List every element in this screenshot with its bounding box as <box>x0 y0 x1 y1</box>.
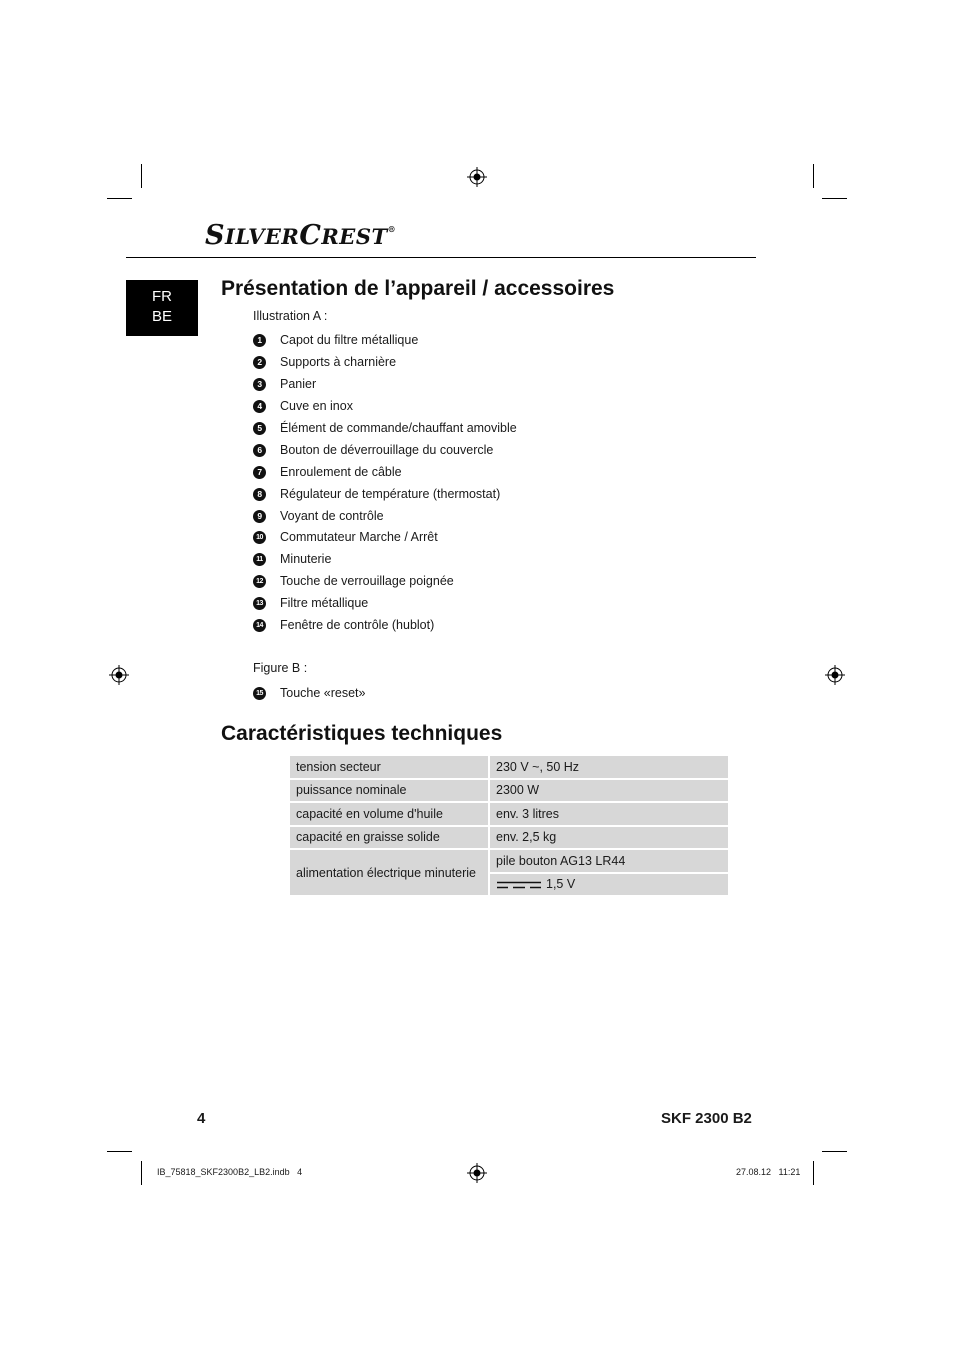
page-number: 4 <box>197 1110 206 1127</box>
list-item-label: Touche «reset» <box>280 686 366 700</box>
list-item-label: Régulateur de température (thermostat) <box>280 487 501 501</box>
print-slug-file: IB_75818_SKF2300B2_LB2.indb 4 <box>157 1167 303 1177</box>
list-item-label: Cuve en inox <box>280 399 353 413</box>
list-item <box>253 484 500 504</box>
number-badge: 2 <box>253 356 266 369</box>
list-item <box>253 593 368 613</box>
spec-label: capacité en graisse solide <box>290 827 488 849</box>
list-item <box>253 549 331 569</box>
crop-mark <box>107 198 132 199</box>
number-badge: 8 <box>253 488 266 501</box>
illustration-label: Illustration A : <box>253 309 328 323</box>
list-item-label: Touche de verrouillage poignée <box>280 574 454 588</box>
spec-label: tension secteur <box>290 756 488 778</box>
language-code-fr: FR <box>152 288 172 305</box>
list-item <box>253 527 438 547</box>
model-number: SKF 2300 B2 <box>661 1110 752 1127</box>
specifications-table <box>288 754 730 897</box>
number-badge: 5 <box>253 422 266 435</box>
number-badge: 14 <box>253 619 266 632</box>
spec-label: puissance nominale <box>290 780 488 802</box>
number-badge: 13 <box>253 597 266 610</box>
crop-mark <box>141 1161 142 1185</box>
spec-value: pile bouton AG13 LR44 <box>490 850 728 872</box>
list-item <box>253 330 418 350</box>
list-item <box>253 683 365 703</box>
number-badge: 11 <box>253 553 266 566</box>
table-row <box>290 850 728 872</box>
language-code-be: BE <box>151 308 172 325</box>
table-row <box>290 780 728 802</box>
registration-mark-icon <box>467 1163 487 1183</box>
table-row <box>290 827 728 849</box>
list-item <box>253 440 493 460</box>
number-badge: 4 <box>253 400 266 413</box>
crop-mark <box>141 164 142 188</box>
crop-mark <box>813 1161 814 1185</box>
list-item-label: Minuterie <box>280 552 332 566</box>
language-tab <box>126 280 198 336</box>
figure-label: Figure B : <box>253 661 308 675</box>
crop-mark <box>813 164 814 188</box>
list-item <box>253 374 316 394</box>
list-item <box>253 571 454 591</box>
brand-logo: SILVERCREST® <box>205 220 397 251</box>
spec-value: 2300 W <box>490 780 728 802</box>
table-row <box>290 803 728 825</box>
registration-mark-icon <box>825 665 845 685</box>
list-item-label: Supports à charnière <box>280 355 397 369</box>
list-item <box>253 462 402 482</box>
list-item <box>253 506 384 526</box>
list-item-label: Élément de commande/chauffant amovible <box>280 421 517 435</box>
list-item-label: Voyant de contrôle <box>280 509 384 523</box>
list-item <box>253 396 353 416</box>
registration-mark-icon <box>109 665 129 685</box>
list-item-label: Capot du filtre métallique <box>280 333 419 347</box>
spec-label: capacité en volume d'huile <box>290 803 488 825</box>
crop-mark <box>822 198 847 199</box>
list-item <box>253 352 396 372</box>
number-badge: 10 <box>253 531 266 544</box>
number-badge: 9 <box>253 510 266 523</box>
crop-mark <box>107 1151 132 1152</box>
number-badge: 3 <box>253 378 266 391</box>
list-item-label: Bouton de déverrouillage du couvercle <box>280 443 494 457</box>
spec-value-dc <box>490 874 728 896</box>
spec-value: env. 2,5 kg <box>490 827 728 849</box>
list-item <box>253 615 434 635</box>
list-item-label: Enroulement de câble <box>280 465 402 479</box>
dc-voltage: 1,5 V <box>546 877 576 892</box>
number-badge: 12 <box>253 575 266 588</box>
spec-label: alimentation électrique minuterie <box>290 850 488 895</box>
list-item-label: Commutateur Marche / Arrêt <box>280 530 438 544</box>
list-item <box>253 418 517 438</box>
list-item-label: Fenêtre de contrôle (hublot) <box>280 618 435 632</box>
number-badge: 15 <box>253 687 266 700</box>
number-badge: 1 <box>253 334 266 347</box>
direct-current-icon <box>496 881 542 889</box>
table-row <box>290 756 728 778</box>
spec-value: env. 3 litres <box>490 803 728 825</box>
section-title-overview: Présentation de l’appareil / accessoires <box>221 277 615 300</box>
section-title-specifications: Caractéristiques techniques <box>221 722 503 745</box>
crop-mark <box>822 1151 847 1152</box>
print-slug-date: 27.08.12 11:21 <box>736 1167 801 1177</box>
registration-mark-icon <box>467 167 487 187</box>
number-badge: 7 <box>253 466 266 479</box>
number-badge: 6 <box>253 444 266 457</box>
list-item-label: Filtre métallique <box>280 596 369 610</box>
header-rule <box>126 257 756 258</box>
list-item-label: Panier <box>280 377 317 391</box>
spec-value: 230 V ~, 50 Hz <box>490 756 728 778</box>
